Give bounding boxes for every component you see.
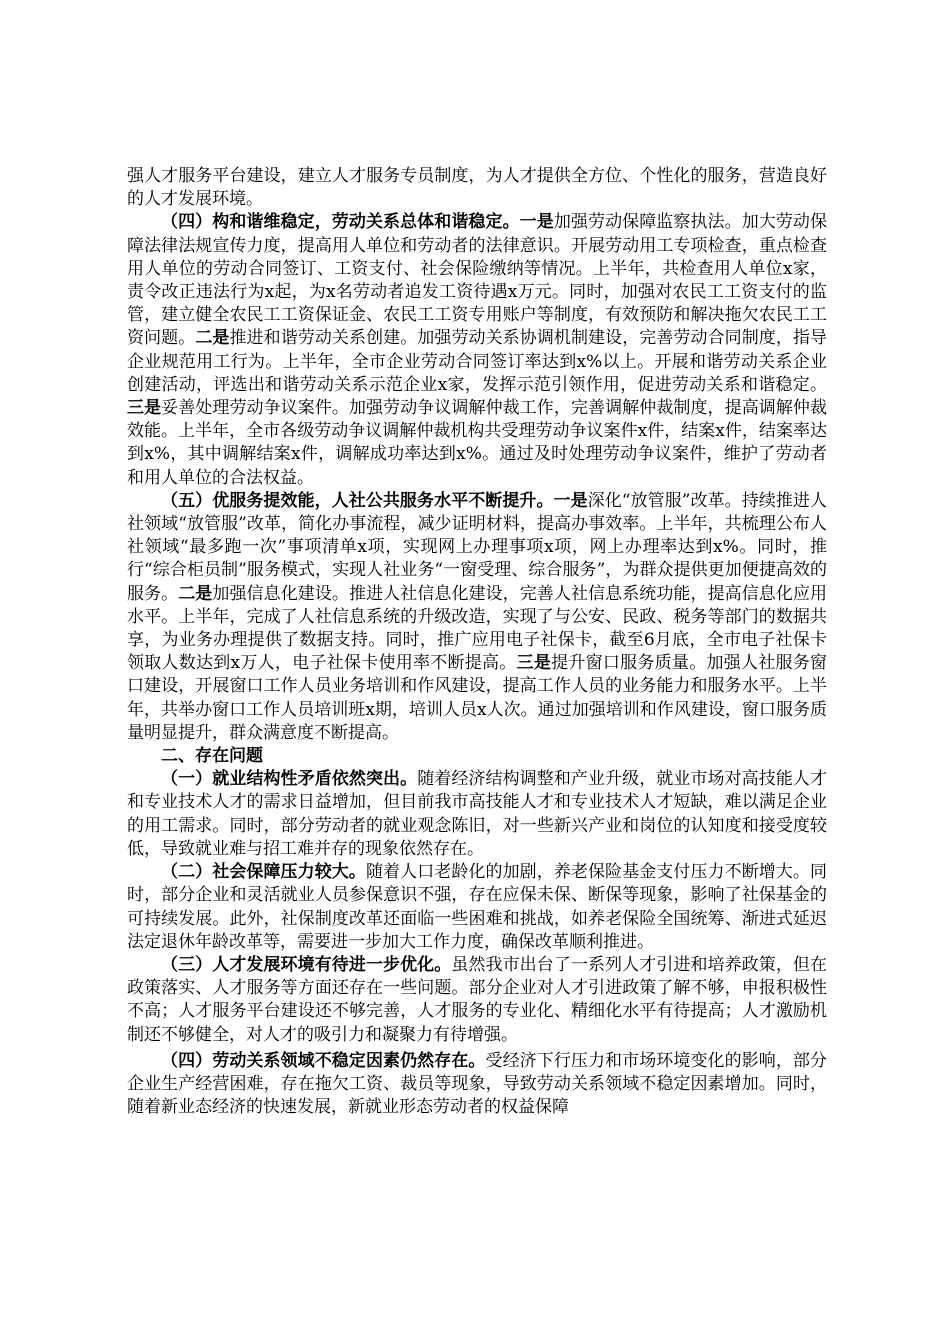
- paragraph-subhead: 三是: [516, 653, 552, 674]
- section-title: 二、存在问题: [161, 746, 263, 767]
- problem-labor-stability: [127, 1050, 827, 1120]
- paragraph-text: 加强信息化建设。推进人社信息化建设，完善人社信息系统功能，提高信息化应用水平。上半年，完成了人社信息系统的升级改造，实现了与公安、民政、税务等部门的数据共享，为业务办理提供了数据支持。同时，推广应用电子社保卡，截至6月底，全市电子社保卡领取人数达到x万人，电子社保卡使用率不断提高。: [127, 583, 828, 674]
- paragraph-public-service: [127, 490, 827, 745]
- paragraph-text: 加强劳动保障监察执法。加大劳动保障法律法规宣传力度，提高用人单位和劳动者的法律意识。开展劳动用工专项检查，重点检查用人单位的劳动合同签订、工资支付、社会保险缴纳等情况。上半年，共检查用人单位x家，责令改正违法行为x起，为x名劳动者追发工资待遇x万元。同时，加强对农民工工资支付的监管，建立健全农民工工资保证金、农民工工资专用账户等制度，有效预防和解决拖欠农民工工资问题。: [127, 212, 828, 349]
- problem-heading: （一）就业结构性矛盾依然突出。: [161, 769, 418, 790]
- problem-heading: （四）劳动关系领域不稳定因素仍然存在。: [161, 1050, 486, 1071]
- problem-text: 随着经济结构调整和产业升级，就业市场对高技能人才和专业技术人才的需求日益增加，但目前我市高技能人才和专业技术人才短缺，难以满足企业的用工需求。同时，部分劳动者的就业观念陈旧，对一些新兴产业和岗位的认知度和接受度较低，导致就业难与招工难并存的现象依然存在。: [127, 769, 828, 859]
- problem-heading: （二）社会保障压力较大。: [161, 862, 366, 883]
- paragraph-labor-relations: [127, 211, 827, 489]
- problem-text: 受经济下行压力和市场环境变化的影响，部分企业生产经营困难，存在拖欠工资、裁员等现象，导致劳动关系领域不稳定因素增加。同时，随着新业态经济的快速发展，新就业形态劳动者的权益保障: [127, 1050, 827, 1118]
- problem-employment: [127, 768, 827, 861]
- problem-heading: （三）人才发展环境有待进一步优化。: [161, 954, 452, 975]
- problem-social-security: [127, 861, 827, 954]
- problem-text: 随着人口老龄化的加剧，养老保险基金支付压力不断增大。同时，部分企业和灵活就业人员参保意识不强，存在应保未保、断保等现象，影响了社保基金的可持续发展。此外，社保制度改革还面临一些困难和挑战，如养老保险全国统筹、渐进式延迟法定退休年龄改革等，需要进一步加大工作力度，确保改革顺利推进。: [127, 862, 828, 952]
- paragraph-text: 强人才服务平台建设，建立人才服务专员制度，为人才提供全方位、个性化的服务，营造良好的人才发展环境。: [127, 166, 827, 210]
- paragraph-text: 推进和谐劳动关系创建。加强劳动关系协调机制建设，完善劳动合同制度，指导企业规范用工行为。上半年，全市企业劳动合同签订率达到x%以上。开展和谐劳动关系企业创建活动，评选出和谐劳动关系示范企业x家，发挥示范引领作用，促进劳动关系和谐稳定。: [127, 328, 828, 395]
- paragraph-text: 提升窗口服务质量。加强人社服务窗口建设，开展窗口工作人员业务培训和作风建设，提高工作人员的业务能力和服务水平。上半年，共举办窗口工作人员培训班x期，培训人员x人次。通过加强培训和作风建设，窗口服务质量明显提升，群众满意度不断提高。: [127, 653, 828, 743]
- paragraph-heading: （四）构和谐维稳定，劳动关系总体和谐稳定。一是: [161, 212, 554, 233]
- problem-text: 虽然我市出台了一系列人才引进和培养政策，但在政策落实、人才服务等方面还存在一些问题。部分企业对人才引进政策了解不够，申报积极性不高；人才服务平台建设还不够完善，人才服务的专业化、精细化水平有待提高；人才激励机制还不够健全，对人才的吸引力和凝聚力有待增强。: [127, 954, 828, 1045]
- paragraph-subhead: 二是: [178, 583, 213, 604]
- paragraph-subhead: 三是: [127, 398, 162, 419]
- paragraph-continuation: [127, 165, 827, 211]
- paragraph-text: 妥善处理劳动争议案件。加强劳动争议调解仲裁工作，完善调解仲裁制度，提高调解仲裁效能。上半年，全市各级劳动争议调解仲裁机构共受理劳动争议案件x件，结案x件，结案率达到x%，其中调解结案x件，调解成功率达到x%。通过及时处理劳动争议案件，维护了劳动者和用人单位的合法权益。: [127, 398, 828, 488]
- paragraph-heading: （五）优服务提效能，人社公共服务水平不断提升。一是: [161, 490, 588, 511]
- paragraph-subhead: 二是: [195, 328, 230, 349]
- problem-talent: [127, 954, 827, 1047]
- paragraph-text: 深化“放管服”改革。持续推进人社领域“放管服”改革，简化办事流程，减少证明材料，提高办事效率。上半年，共梳理公布人社领域“最多跑一次”事项清单x项，实现网上办理事项x项，网上办理率达到x%。同时，推行“综合柜员制”服务模式，实现人社业务“一窗受理、综合服务”，为群众提供更加便捷高效的服务。: [127, 490, 827, 604]
- document-page: [127, 165, 827, 1119]
